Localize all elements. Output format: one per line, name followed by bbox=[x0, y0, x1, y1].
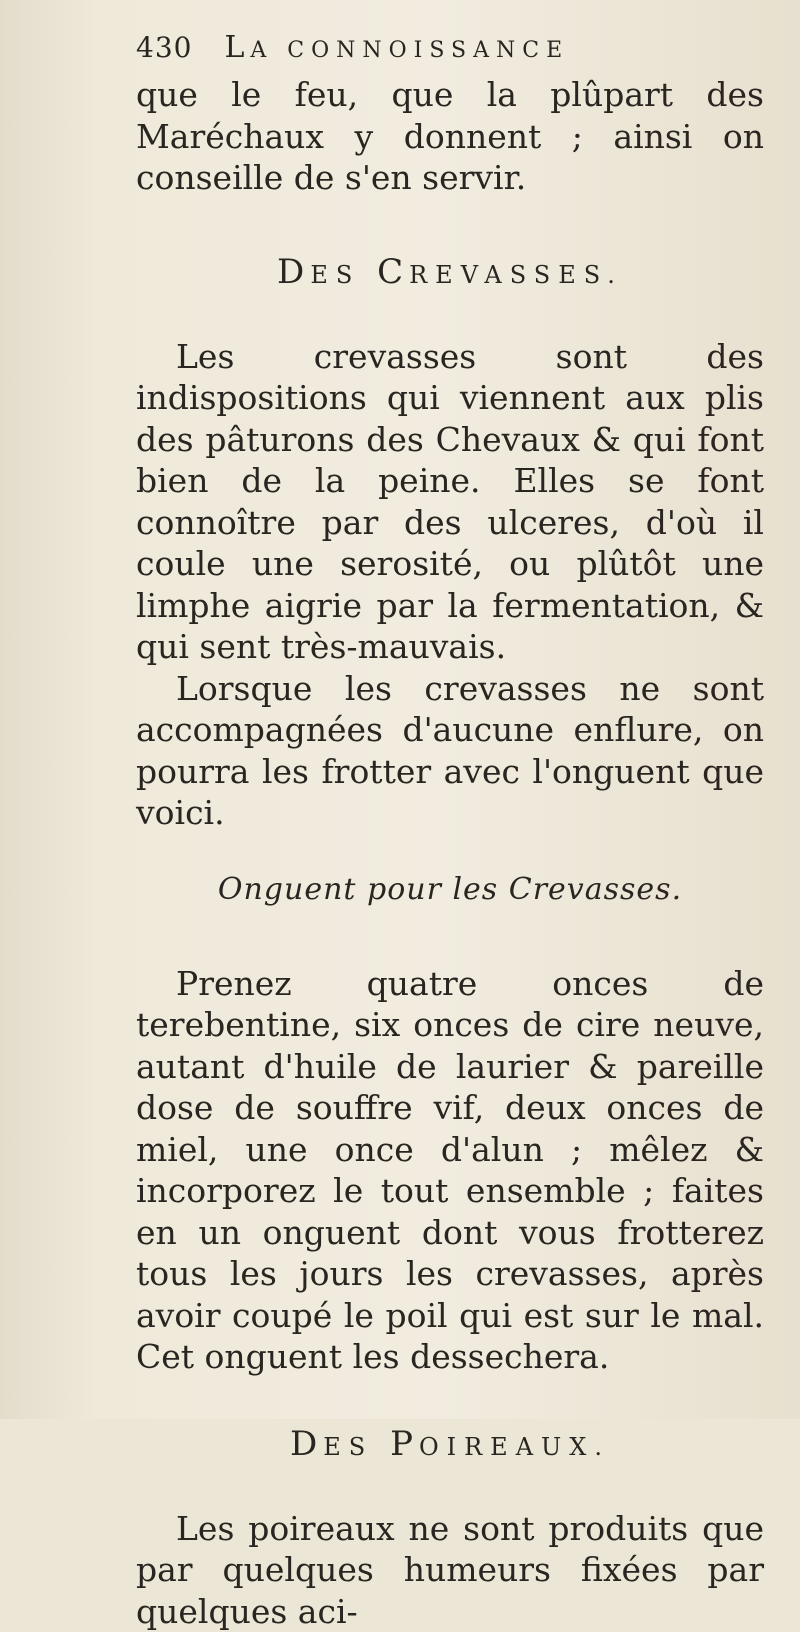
heading-smallcaps: ES bbox=[310, 261, 360, 289]
paragraph-recipe: Prenez quatre onces de terebentine, six onces de cire neuve, autant d'huile de laurier & pareille dose de souffre vif, deux onces de miel, une once d'alun ; mêlez & incorporez le tout ensemble ; faites en un onguent dont vous frotterez tous les jours les crevasses, après avoir coupé le poil qui est sur le mal. Cet onguent les dessechera. bbox=[136, 963, 764, 1378]
running-head-title bbox=[224, 30, 569, 65]
heading-initial: D bbox=[290, 1424, 323, 1464]
recipe-heading: Onguent pour les Crevasses. bbox=[136, 872, 764, 907]
heading-smallcaps: ES bbox=[323, 1433, 373, 1461]
paragraph-poireaux: Les poireaux ne sont produits que par quelques humeurs fixées par quelques aci- bbox=[136, 1508, 764, 1632]
page-number: 430 bbox=[136, 31, 192, 64]
title-initial: L bbox=[224, 30, 250, 65]
heading-initial: D bbox=[277, 252, 310, 292]
heading-smallcaps: REVASSES. bbox=[409, 261, 623, 289]
section-heading-crevasses bbox=[136, 252, 764, 292]
running-head bbox=[136, 30, 764, 74]
paragraph-crevasses-definition: Les crevasses sont des indispositions qui viennent aux plis des pâturons des Chevaux & qui font bien de la peine. Elles se font connoître par des ulceres, d'où il coule une serosité, ou plûtôt une limphe aigrie par la fermentation, & qui sent très-mauvais. bbox=[136, 336, 764, 668]
title-rest: A CONNOISSANCE bbox=[250, 38, 569, 63]
section-heading-poireaux bbox=[136, 1424, 764, 1464]
paragraph-crevasses-treatment: Lorsque les crevasses ne sont accompagnées d'aucune enflure, on pourra les frotter avec l'onguent que voici. bbox=[136, 668, 764, 834]
heading-initial: P bbox=[390, 1424, 419, 1464]
heading-initial: C bbox=[377, 252, 409, 292]
heading-smallcaps: OIREAUX. bbox=[419, 1433, 610, 1461]
continuation-paragraph: que le feu, que la plûpart des Maréchaux y donnent ; ainsi on conseille de s'en servir. bbox=[136, 74, 764, 199]
